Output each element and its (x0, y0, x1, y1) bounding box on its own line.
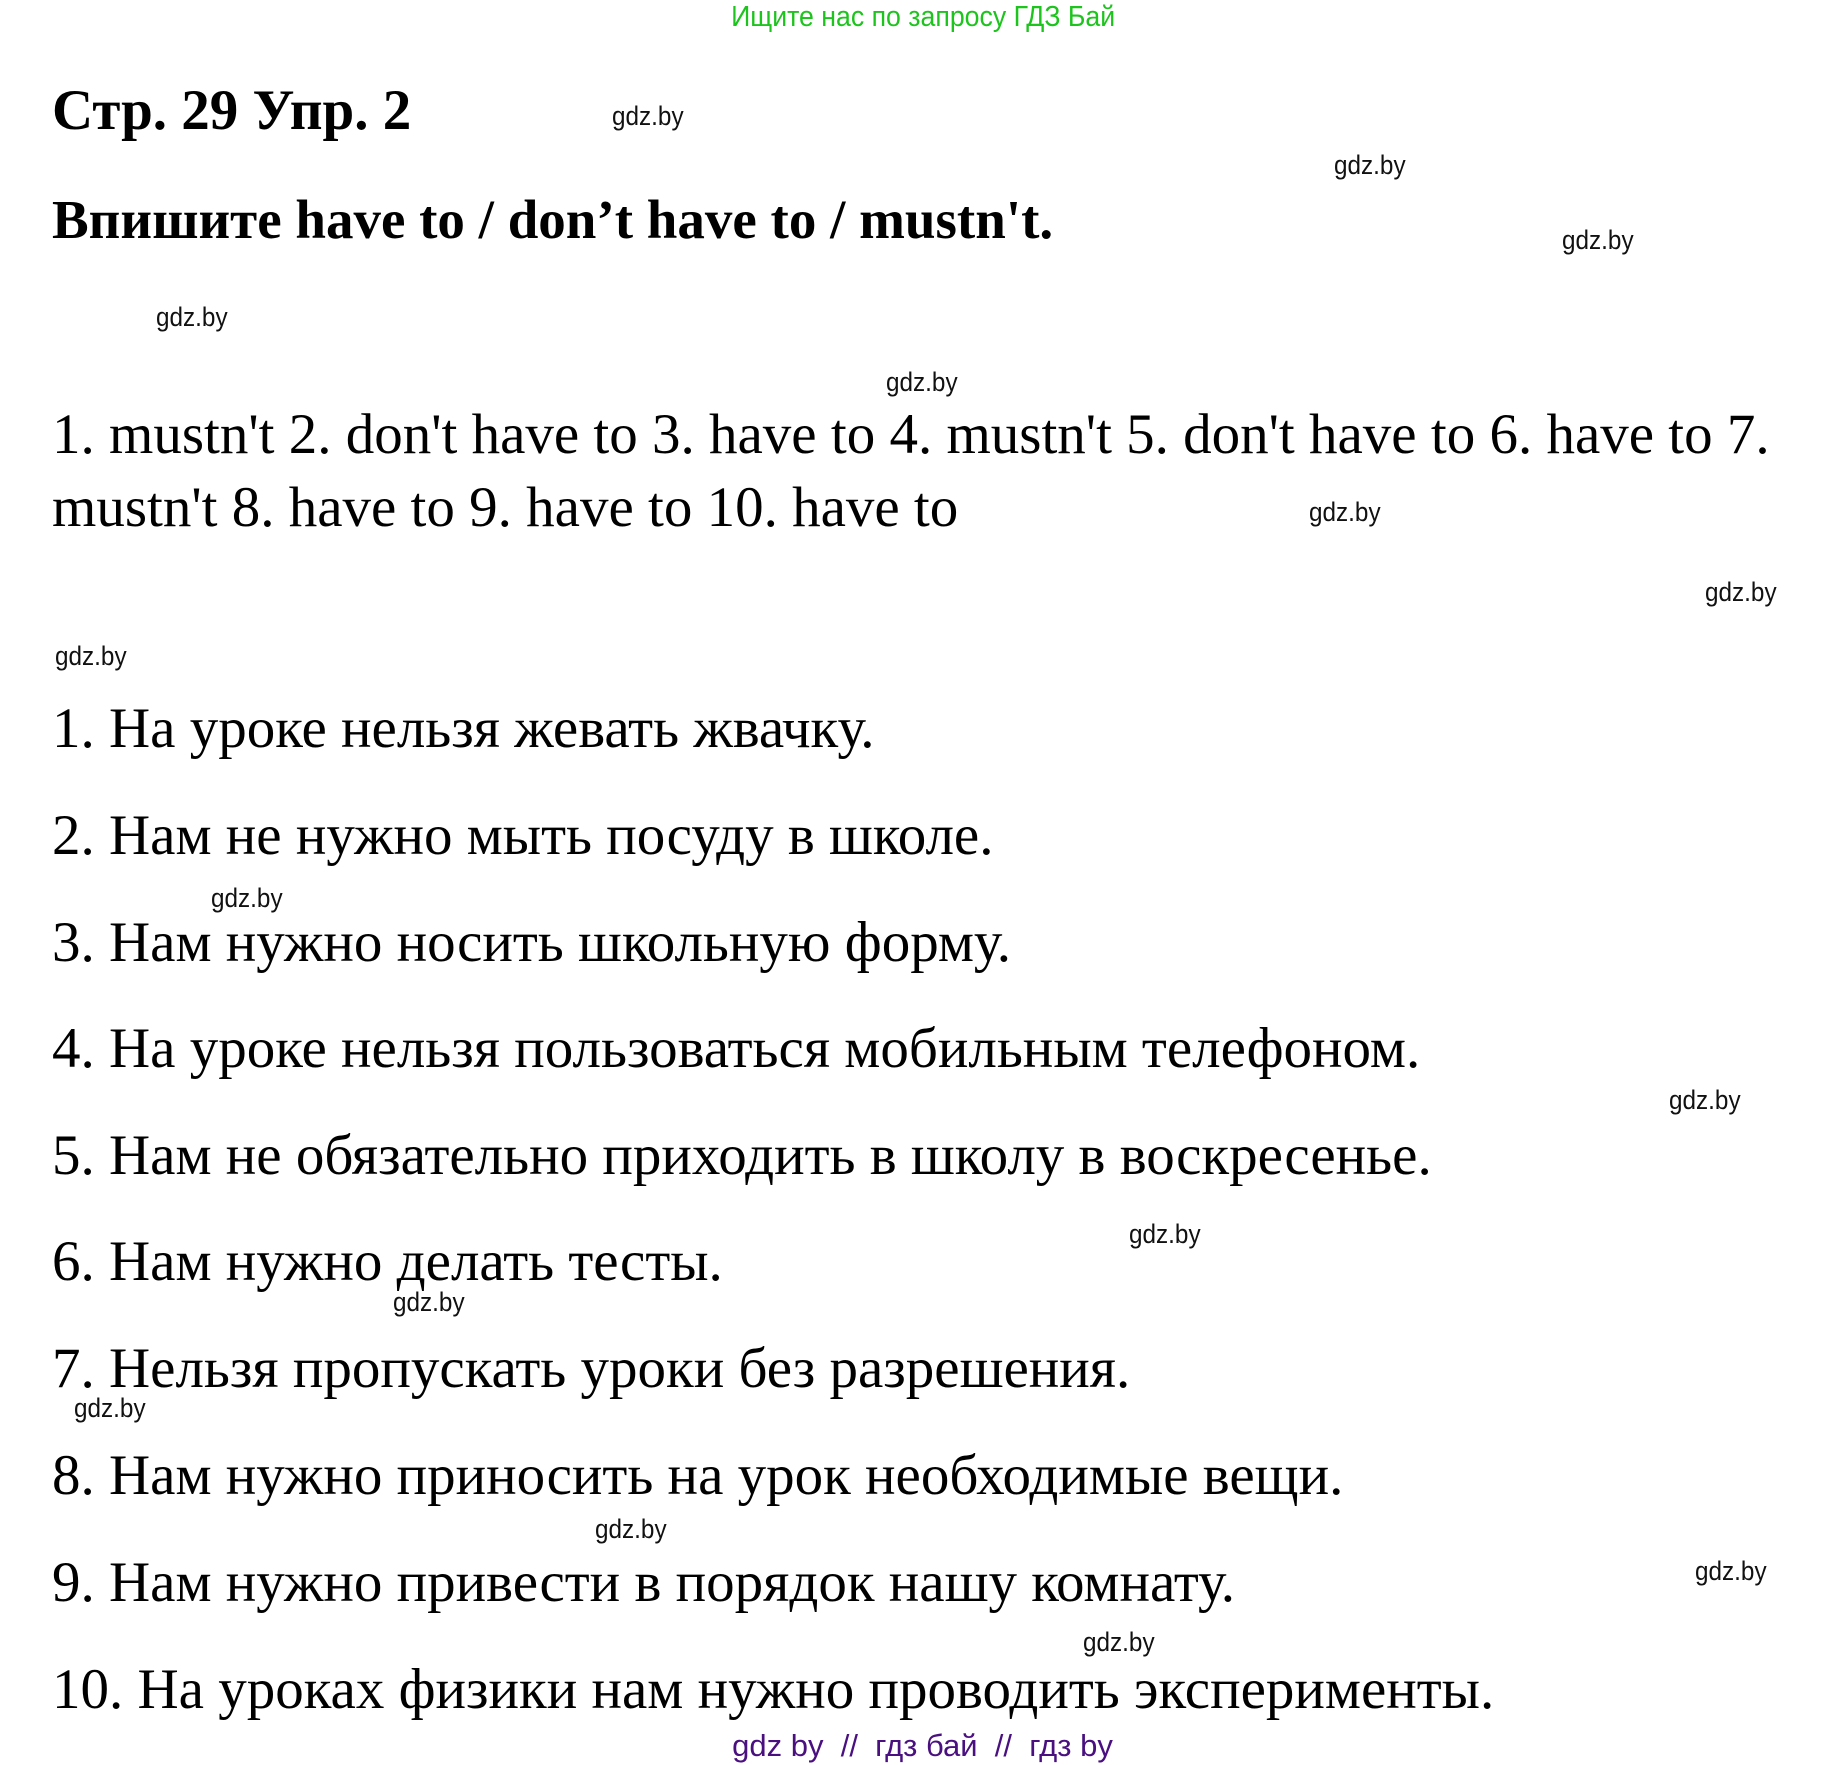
watermark: gdz.by (211, 883, 283, 913)
sentence-item: 9. Нам нужно привести в порядок нашу комнату. (52, 1551, 1236, 1614)
footer-site-links: gdz by // гдз бай // гдз by (732, 1728, 1113, 1763)
watermark: gdz.by (1705, 577, 1777, 607)
watermark: gdz.by (55, 641, 127, 671)
watermark: gdz.by (1334, 150, 1406, 180)
watermark: gdz.by (74, 1393, 146, 1423)
watermark: gdz.by (886, 367, 958, 397)
watermark: gdz.by (156, 302, 228, 332)
sentence-item: 1. На уроке нельзя жевать жвачку. (52, 697, 875, 760)
sentence-item: 5. Нам не обязательно приходить в школу в воскресенье. (52, 1124, 1432, 1187)
sentence-item: 6. Нам нужно делать тесты. (52, 1230, 723, 1293)
watermark: gdz.by (612, 101, 684, 131)
watermark: gdz.by (1669, 1085, 1741, 1115)
sentence-item: 8. Нам нужно приносить на урок необходимые вещи. (52, 1444, 1344, 1507)
search-hint-banner: Ищите нас по запросу ГДЗ Бай (731, 1, 1116, 33)
watermark: gdz.by (1083, 1627, 1155, 1657)
sentence-item: 7. Нельзя пропускать уроки без разрешения. (52, 1337, 1131, 1400)
page-title: Стр. 29 Упр. 2 (52, 79, 412, 142)
exercise-instruction: Впишите have to / don’t have to / mustn't. (52, 189, 1054, 250)
answers-paragraph: 1. mustn't 2. don't have to 3. have to 4. mustn't 5. don't have to 6. have to 7. mustn't 8. have to 9. have to 10. have to (52, 403, 1770, 539)
watermark: gdz.by (1695, 1556, 1767, 1586)
watermark: gdz.by (595, 1514, 667, 1544)
sentence-item: 4. На уроке нельзя пользоваться мобильным телефоном. (52, 1017, 1421, 1080)
sentence-item: 3. Нам нужно носить школьную форму. (52, 911, 1011, 974)
sentence-item: 2. Нам не нужно мыть посуду в школе. (52, 804, 994, 867)
watermark: gdz.by (1309, 497, 1381, 527)
watermark: gdz.by (1562, 225, 1634, 255)
sentence-item: 10. На уроках физики нам нужно проводить эксперименты. (52, 1658, 1495, 1721)
watermark: gdz.by (1129, 1219, 1201, 1249)
watermark: gdz.by (393, 1287, 465, 1317)
